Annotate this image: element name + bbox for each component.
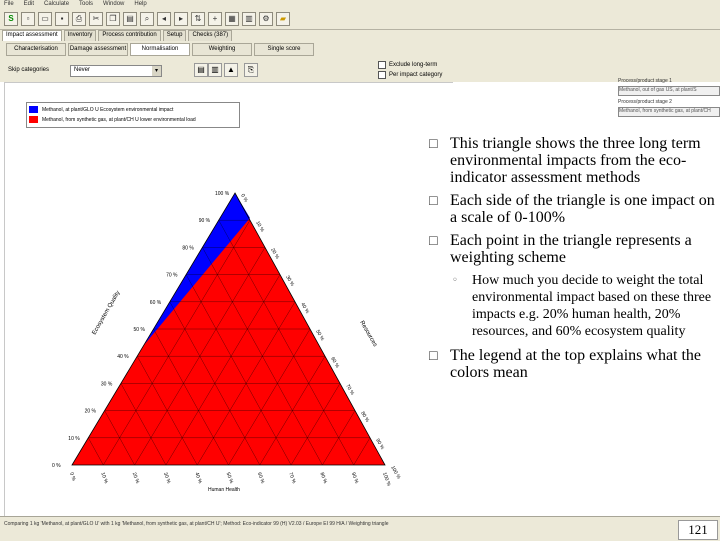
bullet-item [428, 192, 720, 226]
left-tick-label: 80 % [182, 245, 194, 252]
stage2-label: Process/product stage 2 [618, 99, 672, 105]
skip-categories-label: Skip categories [8, 67, 50, 73]
tab-setup[interactable]: Setup [163, 30, 187, 41]
legend-label: Methanol, at plant/GLO U Ecosystem environmental impact [42, 106, 174, 113]
menu-edit[interactable]: Edit [23, 1, 35, 7]
sort-icon[interactable]: ⇅ [191, 12, 205, 26]
tab-impact-assessment[interactable]: Impact assessment [2, 30, 62, 41]
forward-icon[interactable]: ▸ [174, 12, 188, 26]
bullet-box-icon: ☐ [428, 349, 439, 363]
left-tick-label: 30 % [100, 381, 113, 388]
right-tick-label: 90 % [374, 437, 386, 451]
page-number: 121 [678, 520, 718, 540]
bullet-text: Each side of the triangle is one impact on a scale of 0-100% [450, 192, 715, 226]
right-tick-label: 30 % [284, 274, 296, 288]
app-logo-icon[interactable]: S [4, 12, 18, 26]
sub-bullet-icon: ◦ [452, 275, 458, 286]
chart-icon[interactable]: ▥ [242, 12, 256, 26]
folder-icon[interactable]: ▰ [276, 12, 290, 26]
right-tick-label: 70 % [344, 383, 356, 397]
chevron-down-icon[interactable]: ▾ [152, 66, 161, 76]
open-icon[interactable]: ▭ [38, 12, 52, 26]
left-tick-label: 60 % [149, 299, 162, 306]
right-tick-label: 60 % [329, 356, 341, 370]
copy-icon[interactable]: ❐ [106, 12, 120, 26]
bottom-tick-label: 100 % [381, 471, 392, 488]
tab-characterisation[interactable]: Characterisation [6, 43, 66, 56]
add-icon[interactable]: + [208, 12, 222, 26]
bottom-tick-label: 20 % [130, 471, 141, 485]
sub-bullet-text: How much you decide to weight the total environmental impact based on these three impacts e.g. 20% human health, 20% resources, and 60% ecosystem quality [472, 273, 712, 339]
right-axis-title: Resources [358, 320, 378, 348]
bottom-tick-label: 40 % [193, 471, 203, 485]
bullet-item [428, 347, 720, 381]
bullet-box-icon: ☐ [428, 194, 439, 208]
settings-icon[interactable]: ⚙ [259, 12, 273, 26]
left-tick-label: 90 % [198, 218, 211, 225]
bullet-text: Each point in the triangle represents a weighting scheme [450, 232, 692, 266]
menu-tools[interactable]: Tools [79, 1, 94, 7]
bullet-text: The legend at the top explains what the colors mean [450, 347, 702, 381]
left-tick-label: 10 % [68, 435, 80, 442]
bullet-box-icon: ☐ [428, 137, 439, 151]
bottom-tick-label: 30 % [162, 471, 172, 485]
right-tick-label: 50 % [314, 329, 326, 342]
bar-chart-icon[interactable]: ▥ [208, 63, 222, 77]
tab-process-contribution[interactable]: Process contribution [98, 30, 160, 41]
left-tick-label: 40 % [117, 354, 129, 361]
export-icon[interactable]: ⎘ [244, 63, 258, 77]
cut-icon[interactable]: ✂ [89, 12, 103, 26]
bottom-tick-label: 80 % [318, 471, 329, 485]
bottom-tick-label: 0 % [68, 471, 77, 482]
bullet-text: This triangle shows the three long term environmental impacts from the eco-indicator assessment methods [450, 135, 701, 186]
exclude-long-term-label: Exclude long-term [389, 62, 438, 68]
bottom-tick-label: 90 % [349, 471, 360, 485]
left-tick-label: 50 % [133, 327, 145, 333]
right-tick-label: 80 % [359, 410, 371, 424]
tab-single-score[interactable]: Single score [254, 43, 314, 56]
per-impact-category-label: Per impact category [389, 72, 443, 78]
save-icon[interactable]: ▪ [55, 12, 69, 26]
tab-checks[interactable]: Checks (387) [188, 30, 232, 41]
slide-bullets [428, 135, 720, 387]
find-icon[interactable]: ⌕ [140, 12, 154, 26]
bullet-item [428, 232, 720, 266]
menu-calculate[interactable]: Calculate [44, 1, 70, 7]
tab-normalisation[interactable]: Normalisation [130, 43, 190, 56]
bottom-tick-label: 60 % [255, 471, 266, 485]
bottom-tick-label: 50 % [224, 471, 235, 485]
status-bar [0, 516, 720, 541]
print-icon[interactable]: ⎙ [72, 12, 86, 26]
left-tick-label: 20 % [84, 408, 97, 415]
tab-damage-assessment[interactable]: Damage assessment [68, 43, 128, 56]
tab-inventory[interactable]: Inventory [64, 30, 97, 41]
table-view-icon[interactable]: ▤ [194, 63, 208, 77]
stage2-field[interactable]: Methanol, from synthetic gas, at plant/CH [618, 107, 720, 117]
status-text: Comparing 1 kg 'Methanol, at plant/GLO U' with 1 kg 'Methanol, from synthetic gas, at plant/CH U'; Method: Eco-indicator 99 (H) V2.03 / Europe EI 99 H/A / Weighting triangle [4, 521, 389, 527]
table-icon[interactable]: ▦ [225, 12, 239, 26]
bottom-axis-title: Human Health [208, 487, 240, 493]
dropdown-value: Never [74, 67, 91, 73]
left-tick-label: 70 % [166, 272, 178, 279]
sub-bullet-item [428, 272, 720, 340]
paste-icon[interactable]: ▤ [123, 12, 137, 26]
bottom-tick-label: 70 % [287, 471, 297, 485]
left-axis-title: Ecosystem Quality [91, 289, 122, 336]
menu-window[interactable]: Window [103, 1, 125, 7]
bottom-tick-label: 10 % [99, 471, 109, 485]
left-tick-label: 0 % [52, 463, 61, 469]
triangle-chart-icon[interactable]: ▲ [224, 63, 238, 77]
stage1-field[interactable]: Methanol, out of gas US, at plant/S [618, 86, 720, 96]
bullet-box-icon: ☐ [428, 234, 439, 248]
right-tick-label: 0 % [239, 193, 249, 204]
tab-weighting[interactable]: Weighting [192, 43, 252, 56]
menu-help[interactable]: Help [134, 1, 147, 7]
right-tick-label: 40 % [299, 301, 311, 315]
right-tick-label: 100 % [389, 465, 402, 481]
right-tick-label: 10 % [254, 220, 266, 234]
right-tick-label: 20 % [269, 247, 281, 261]
bullet-item [428, 135, 720, 186]
back-icon[interactable]: ◂ [157, 12, 171, 26]
stage1-label: Process/product stage 1 [618, 78, 672, 84]
menu-file[interactable]: File [4, 1, 14, 7]
left-tick-label: 100 % [215, 191, 230, 197]
new-icon[interactable]: ▫ [21, 12, 35, 26]
legend-label: Methanol, from synthetic gas, at plant/CH U lower environmental load [42, 116, 196, 123]
